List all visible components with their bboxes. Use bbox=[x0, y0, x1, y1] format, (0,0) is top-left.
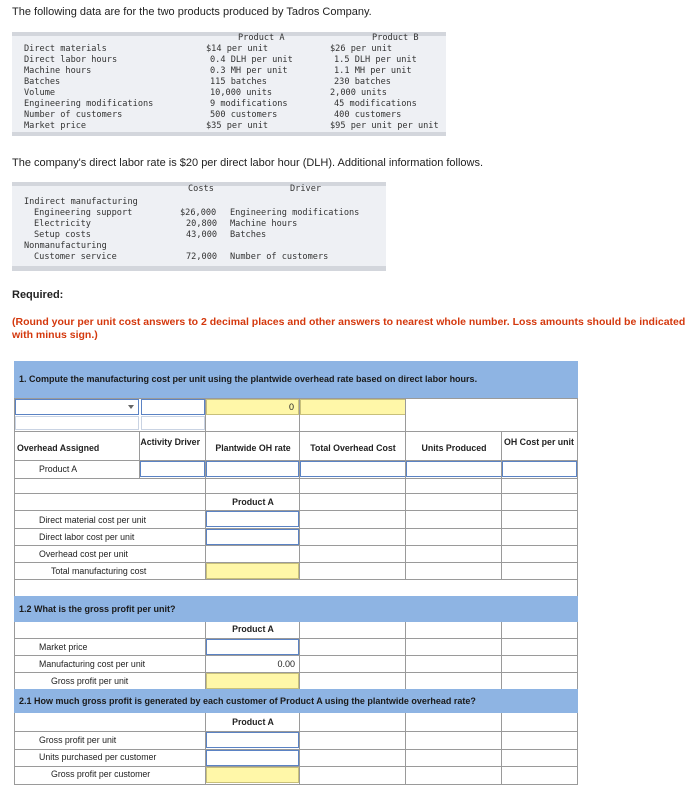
cost-row-label: Total manufacturing cost bbox=[51, 566, 147, 576]
col-overhead-assigned: Overhead Assigned bbox=[17, 443, 100, 453]
row-label: Volume bbox=[24, 88, 56, 98]
row-cost: 20,800 bbox=[186, 219, 218, 229]
oh-rate-input[interactable] bbox=[206, 461, 299, 477]
row-a: $14 per unit bbox=[206, 44, 269, 54]
row-driver: Batches bbox=[230, 230, 267, 240]
gp-per-customer-field bbox=[206, 767, 299, 783]
total-oh-input[interactable] bbox=[300, 461, 406, 477]
computed-value-field bbox=[206, 399, 299, 415]
oh-per-unit-input[interactable] bbox=[502, 461, 577, 477]
row-driver: Engineering modifications bbox=[230, 208, 360, 218]
row-b: 400 customers bbox=[334, 110, 402, 120]
row-cost: 72,000 bbox=[186, 252, 218, 262]
row-a: 0.4 DLH per unit bbox=[210, 55, 293, 65]
row-a: 9 modifications bbox=[210, 99, 288, 109]
row-b: $26 per unit bbox=[330, 44, 393, 54]
answer-grid bbox=[14, 361, 578, 785]
market-price-input[interactable] bbox=[206, 639, 299, 655]
q12-row-label: Gross profit per unit bbox=[51, 676, 129, 686]
col-oh-rate: Plantwide OH rate bbox=[215, 443, 291, 453]
row-a: 115 batches bbox=[210, 77, 267, 87]
product-a-row-label: Product A bbox=[39, 464, 78, 474]
row-label: Market price bbox=[24, 121, 87, 131]
total-mfg-cost-field bbox=[206, 563, 299, 579]
q21-title: 2.1 How much gross profit is generated by each customer of Product A using the plantwide overhead rate? bbox=[19, 696, 476, 706]
q12-row-label: Market price bbox=[39, 642, 88, 652]
overhead-table bbox=[12, 182, 386, 270]
gp-per-unit-input[interactable] bbox=[206, 732, 299, 748]
computed-field-2 bbox=[300, 399, 406, 415]
row-a: 0.3 MH per unit bbox=[210, 66, 288, 76]
row-label: Direct labor hours bbox=[24, 55, 118, 65]
units-per-customer-input[interactable] bbox=[206, 750, 299, 766]
row-a: $35 per unit bbox=[206, 121, 269, 131]
row-label: Machine hours bbox=[24, 66, 92, 76]
row-label: Indirect manufacturing bbox=[24, 197, 138, 207]
header-product-b: Product B bbox=[372, 33, 419, 43]
row-a: 10,000 units bbox=[210, 88, 273, 98]
q21-row-label: Gross profit per customer bbox=[51, 769, 151, 779]
table-rule bbox=[12, 132, 446, 136]
row-b: 2,000 units bbox=[330, 88, 387, 98]
q12-header: Product A bbox=[232, 624, 274, 634]
col-total-oh: Total Overhead Cost bbox=[310, 443, 396, 453]
cost-row-label: Overhead cost per unit bbox=[39, 549, 128, 559]
q21-header: Product A bbox=[232, 717, 274, 727]
row-driver: Number of customers bbox=[230, 252, 329, 262]
cost-row-label: Direct labor cost per unit bbox=[39, 532, 135, 542]
row-b: $95 per unit per unit bbox=[330, 121, 439, 131]
dropdown-shadow bbox=[15, 416, 139, 430]
row-label: Nonmanufacturing bbox=[24, 241, 107, 251]
header-driver: Driver bbox=[290, 184, 322, 194]
row-b: 230 batches bbox=[334, 77, 391, 87]
header-product-a: Product A bbox=[238, 33, 285, 43]
q1-title: 1. Compute the manufacturing cost per unit using the plantwide overhead rate based on direct labor hours. bbox=[19, 374, 478, 384]
units-input[interactable] bbox=[406, 461, 502, 477]
q12-title: 1.2 What is the gross profit per unit? bbox=[19, 604, 176, 614]
row-label: Customer service bbox=[34, 252, 117, 262]
header-costs: Costs bbox=[188, 184, 214, 194]
row-a: 500 customers bbox=[210, 110, 278, 120]
direct-labor-input[interactable] bbox=[206, 529, 299, 545]
rate-text: The company's direct labor rate is $20 per direct labor hour (DLH). Additional information follows. bbox=[12, 157, 484, 169]
computed-value: 0 bbox=[288, 402, 294, 412]
mfg-cost-value: 0.00 bbox=[277, 659, 295, 669]
row-label: Engineering support bbox=[34, 208, 133, 218]
select-input-2[interactable] bbox=[141, 399, 205, 415]
q1-band bbox=[14, 361, 578, 398]
row-label: Engineering modifications bbox=[24, 99, 154, 109]
q21-row-label: Gross profit per unit bbox=[39, 735, 117, 745]
col-oh-per-unit: OH Cost per unit bbox=[504, 437, 574, 447]
product-data-table bbox=[12, 32, 446, 136]
row-cost: $26,000 bbox=[180, 208, 217, 218]
rounding-note: (Round your per unit cost answers to 2 decimal places and other answers to nearest whole number. Loss amounts should be indicated with minus sign.) bbox=[12, 316, 686, 341]
dropdown-shadow-2 bbox=[141, 416, 205, 430]
col-units: Units Produced bbox=[421, 443, 487, 453]
gross-profit-field bbox=[206, 673, 299, 689]
q21-row-label: Units purchased per customer bbox=[39, 752, 157, 762]
row-label: Batches bbox=[24, 77, 61, 87]
cost-row-label: Direct material cost per unit bbox=[39, 515, 147, 525]
chevron-down-icon bbox=[128, 405, 134, 409]
row-b: 1.5 DLH per unit bbox=[334, 55, 417, 65]
row-label: Direct materials bbox=[24, 44, 107, 54]
q21-band bbox=[14, 689, 578, 713]
required-heading: Required: bbox=[12, 289, 64, 301]
row-b: 45 modifications bbox=[334, 99, 417, 109]
row-b: 1.1 MH per unit bbox=[334, 66, 412, 76]
activity-driver-input[interactable] bbox=[140, 461, 205, 477]
row-cost: 43,000 bbox=[186, 230, 218, 240]
row-label: Setup costs bbox=[34, 230, 91, 240]
direct-material-input[interactable] bbox=[206, 511, 299, 527]
q12-row-label: Manufacturing cost per unit bbox=[39, 659, 146, 669]
table-rule bbox=[12, 266, 386, 271]
col-activity-driver: Activity Driver bbox=[140, 437, 200, 447]
row-label: Electricity bbox=[34, 219, 91, 229]
row-label: Number of customers bbox=[24, 110, 123, 120]
cost-header: Product A bbox=[232, 497, 274, 507]
row-driver: Machine hours bbox=[230, 219, 298, 229]
driver-select[interactable] bbox=[15, 399, 139, 415]
q12-band bbox=[14, 596, 578, 622]
intro-text: The following data are for the two products produced by Tadros Company. bbox=[12, 6, 372, 18]
